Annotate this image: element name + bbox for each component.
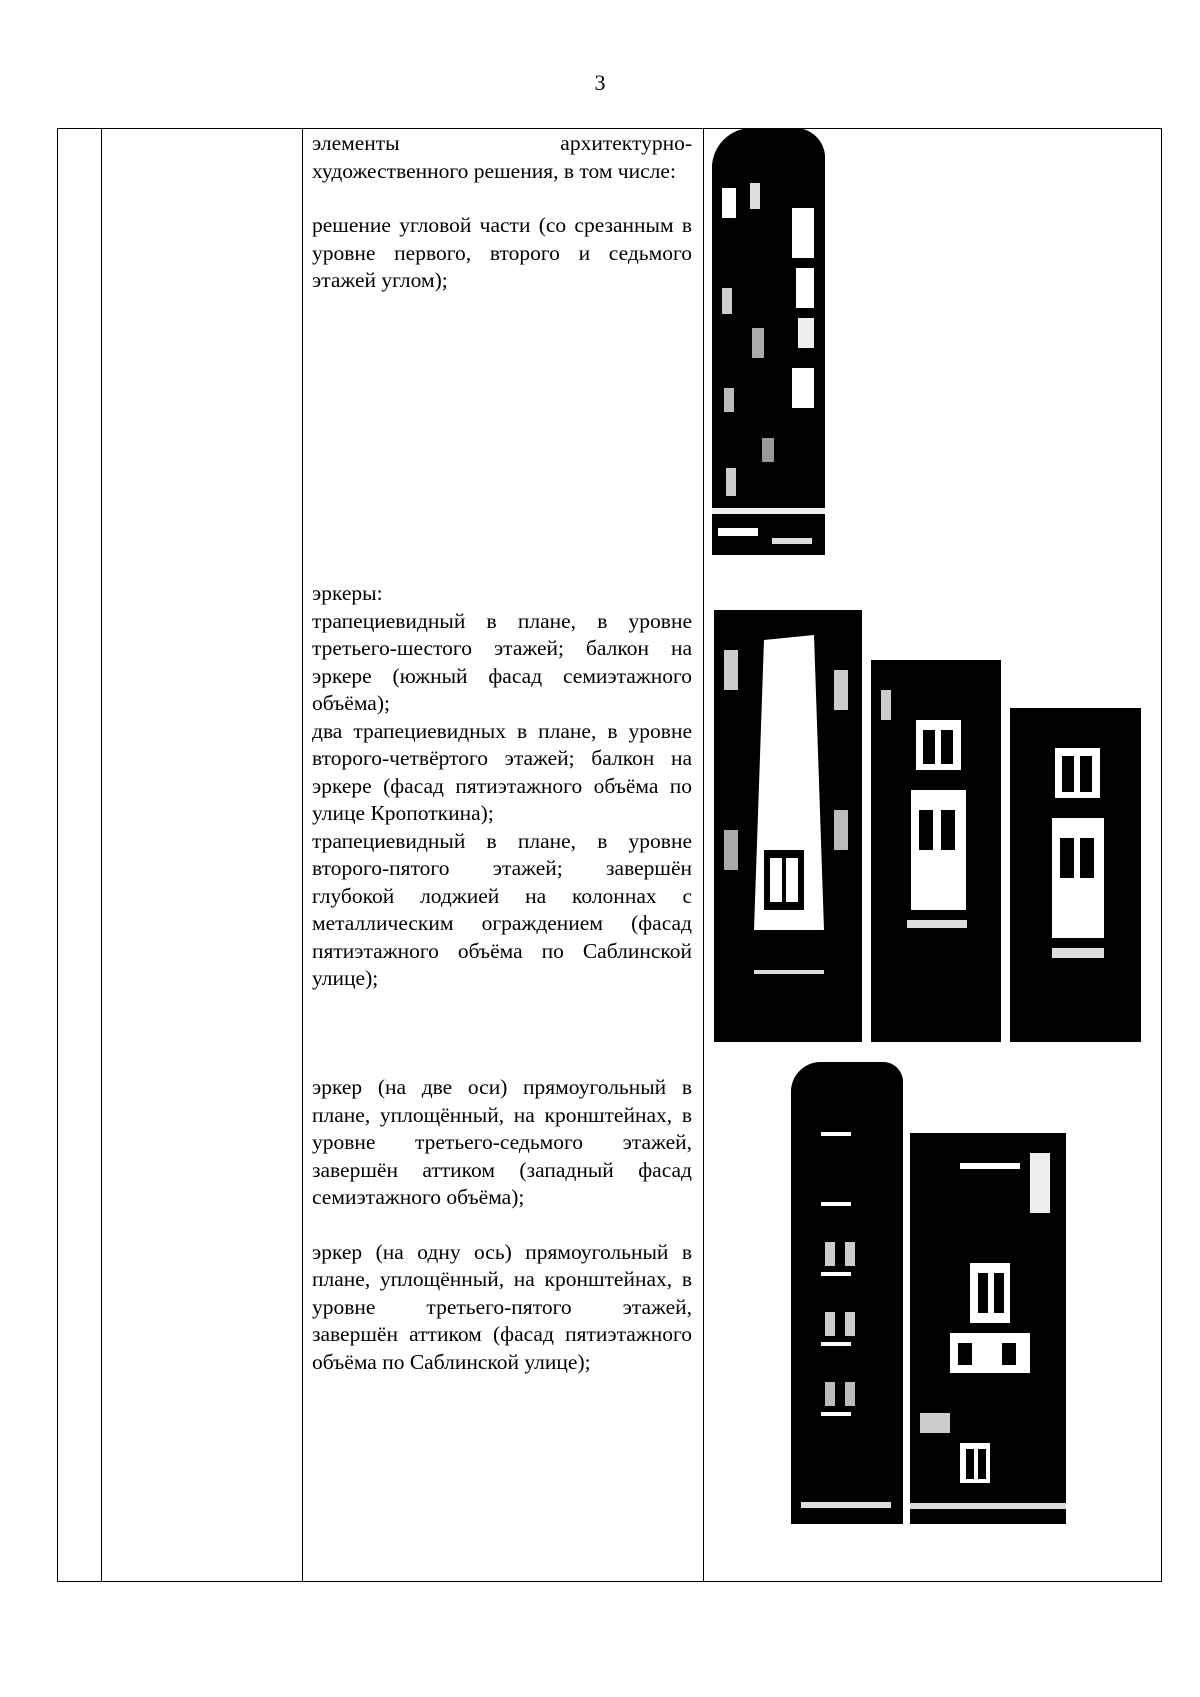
photo-bay-window-sablinskaya xyxy=(1010,708,1141,1042)
photo-bay-window-south xyxy=(714,610,862,1042)
paragraph-bay-window-south: трапециевидный в плане, в уровне третьего-шестого этажей; балкон на эркере (южный фасад семиэтажного объёма); xyxy=(312,608,692,715)
paragraph-elements: элементы архитектурно-художественного решения, в том числе: xyxy=(312,131,692,183)
paragraph-bay-window-sablinskaya: трапециевидный в плане, в уровне второго-пятого этажей; завершён глубокой лоджией на колоннах с металлическим ограждением (фасад пятиэтажного объёма по Саблинской улице); xyxy=(312,828,692,990)
column-divider xyxy=(302,129,303,1581)
column-divider xyxy=(101,129,102,1581)
photo-bay-window-one-axis xyxy=(910,1133,1066,1524)
paragraph-bay-windows-kropotkina: два трапециевидных в плане, в уровне второго-четвёртого этажей; балкон на эркере (фасад пятиэтажного объёма по улице Кропоткина); xyxy=(312,718,692,825)
paragraph-corner-solution: решение угловой части (со срезанным в уровне первого, второго и седьмого этажей углом); xyxy=(312,213,692,292)
paragraph-bay-windows-heading: эркеры: xyxy=(312,581,383,605)
photo-corner-part xyxy=(712,128,825,555)
photo-bay-window-two-axes xyxy=(791,1062,903,1524)
paragraph-bay-window-two-axes: эркер (на две оси) прямоугольный в плане, уплощённый, на кронштейнах, в уровне третьего-седьмого этажей, завершён аттиком (западный фасад семиэтажного объёма); xyxy=(312,1075,692,1209)
column-divider xyxy=(703,129,704,1581)
photo-bay-windows-kropotkina xyxy=(871,660,1001,1042)
text-block-bay-windows xyxy=(312,580,692,993)
text-block-general xyxy=(312,130,692,295)
paragraph-bay-window-one-axis: эркер (на одну ось) прямоугольный в плане, уплощённый, на кронштейнах, в уровне третьего-пятого этажей, завершён аттиком (фасад пятиэтажного объёма по Саблинской улице); xyxy=(312,1239,692,1374)
text-block-flat-bay-windows xyxy=(312,1074,692,1376)
page-number: 3 xyxy=(594,70,606,95)
